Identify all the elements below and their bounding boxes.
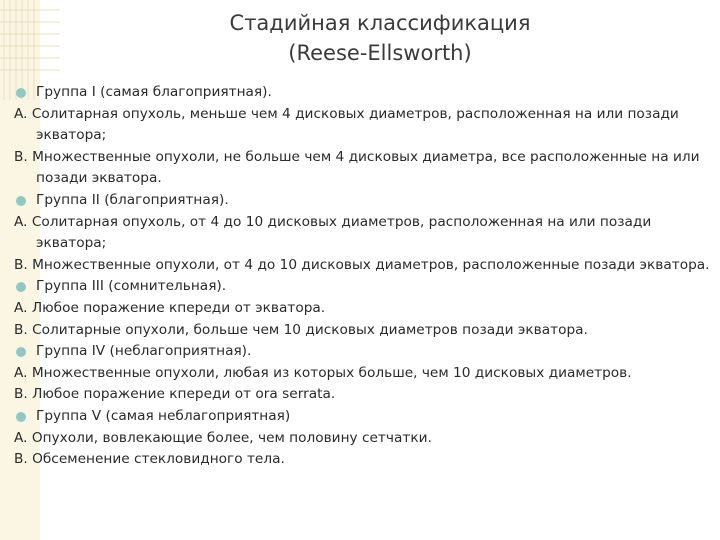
group-heading-text: Группа III (сомнительная). <box>36 278 227 295</box>
subgroup-item <box>14 104 718 147</box>
group-heading-text: Группа IV (неблагоприятная). <box>36 343 252 360</box>
subgroup-item-text: B. Множественные опухоли, не больше чем 4 дисковых диаметра, все расположенные на или позади экватора. <box>14 148 700 187</box>
subgroup-item <box>14 212 718 255</box>
bullet-icon <box>16 282 26 292</box>
subgroup-item <box>14 255 718 277</box>
group-heading <box>14 82 718 104</box>
subgroup-item-text: A. Солитарная опухоль, меньше чем 4 дисковых диаметров, расположенная на или позади экватора; <box>14 105 679 144</box>
subgroup-item <box>14 384 718 406</box>
subgroup-item <box>14 320 718 342</box>
group-heading-text: Группа II (благоприятная). <box>36 191 229 208</box>
subgroup-item <box>14 363 718 385</box>
subgroup-item-text: B. Множественные опухоли, от 4 до 10 дисковых диаметров, расположенные позади экватора. <box>14 256 710 273</box>
subgroup-item-text: B. Любое поражение кпереди от ora serrata. <box>14 386 336 403</box>
bullet-icon <box>16 196 26 206</box>
slide-title <box>40 8 720 68</box>
group-heading-text: Группа I (самая благоприятная). <box>36 84 272 100</box>
group-heading-text: Группа V (самая неблагоприятная) <box>36 407 291 424</box>
group-heading <box>14 276 718 298</box>
subgroup-item-text: A. Опухоли, вовлекающие более, чем половину сетчатки. <box>14 429 432 446</box>
subgroup-item-text: B. Обсеменение стекловидного тела. <box>14 451 285 468</box>
bullet-icon <box>16 412 26 422</box>
subgroup-item-text: B. Солитарные опухоли, больше чем 10 дисковых диаметров позади экватора. <box>14 321 588 338</box>
subgroup-item <box>14 147 718 190</box>
title-line-1: Стадийная классификация <box>229 11 531 35</box>
subgroup-item-text: A. Множественные опухоли, любая из которых больше, чем 10 дисковых диаметров. <box>14 364 632 381</box>
group-heading <box>14 190 718 212</box>
subgroup-item-text: A. Солитарная опухоль, от 4 до 10 дисковых диаметров, расположенная на или позади экватора; <box>14 213 652 252</box>
bullet-icon <box>16 88 26 98</box>
subgroup-item-text: A. Любое поражение кпереди от экватора. <box>14 299 326 316</box>
title-line-2: (Reese-Ellsworth) <box>288 41 472 65</box>
bullet-icon <box>16 347 26 357</box>
group-heading <box>14 341 718 363</box>
subgroup-item <box>14 298 718 320</box>
subgroup-item <box>14 449 718 471</box>
group-heading <box>14 406 718 428</box>
subgroup-item <box>14 428 718 450</box>
classification-list <box>14 82 718 471</box>
